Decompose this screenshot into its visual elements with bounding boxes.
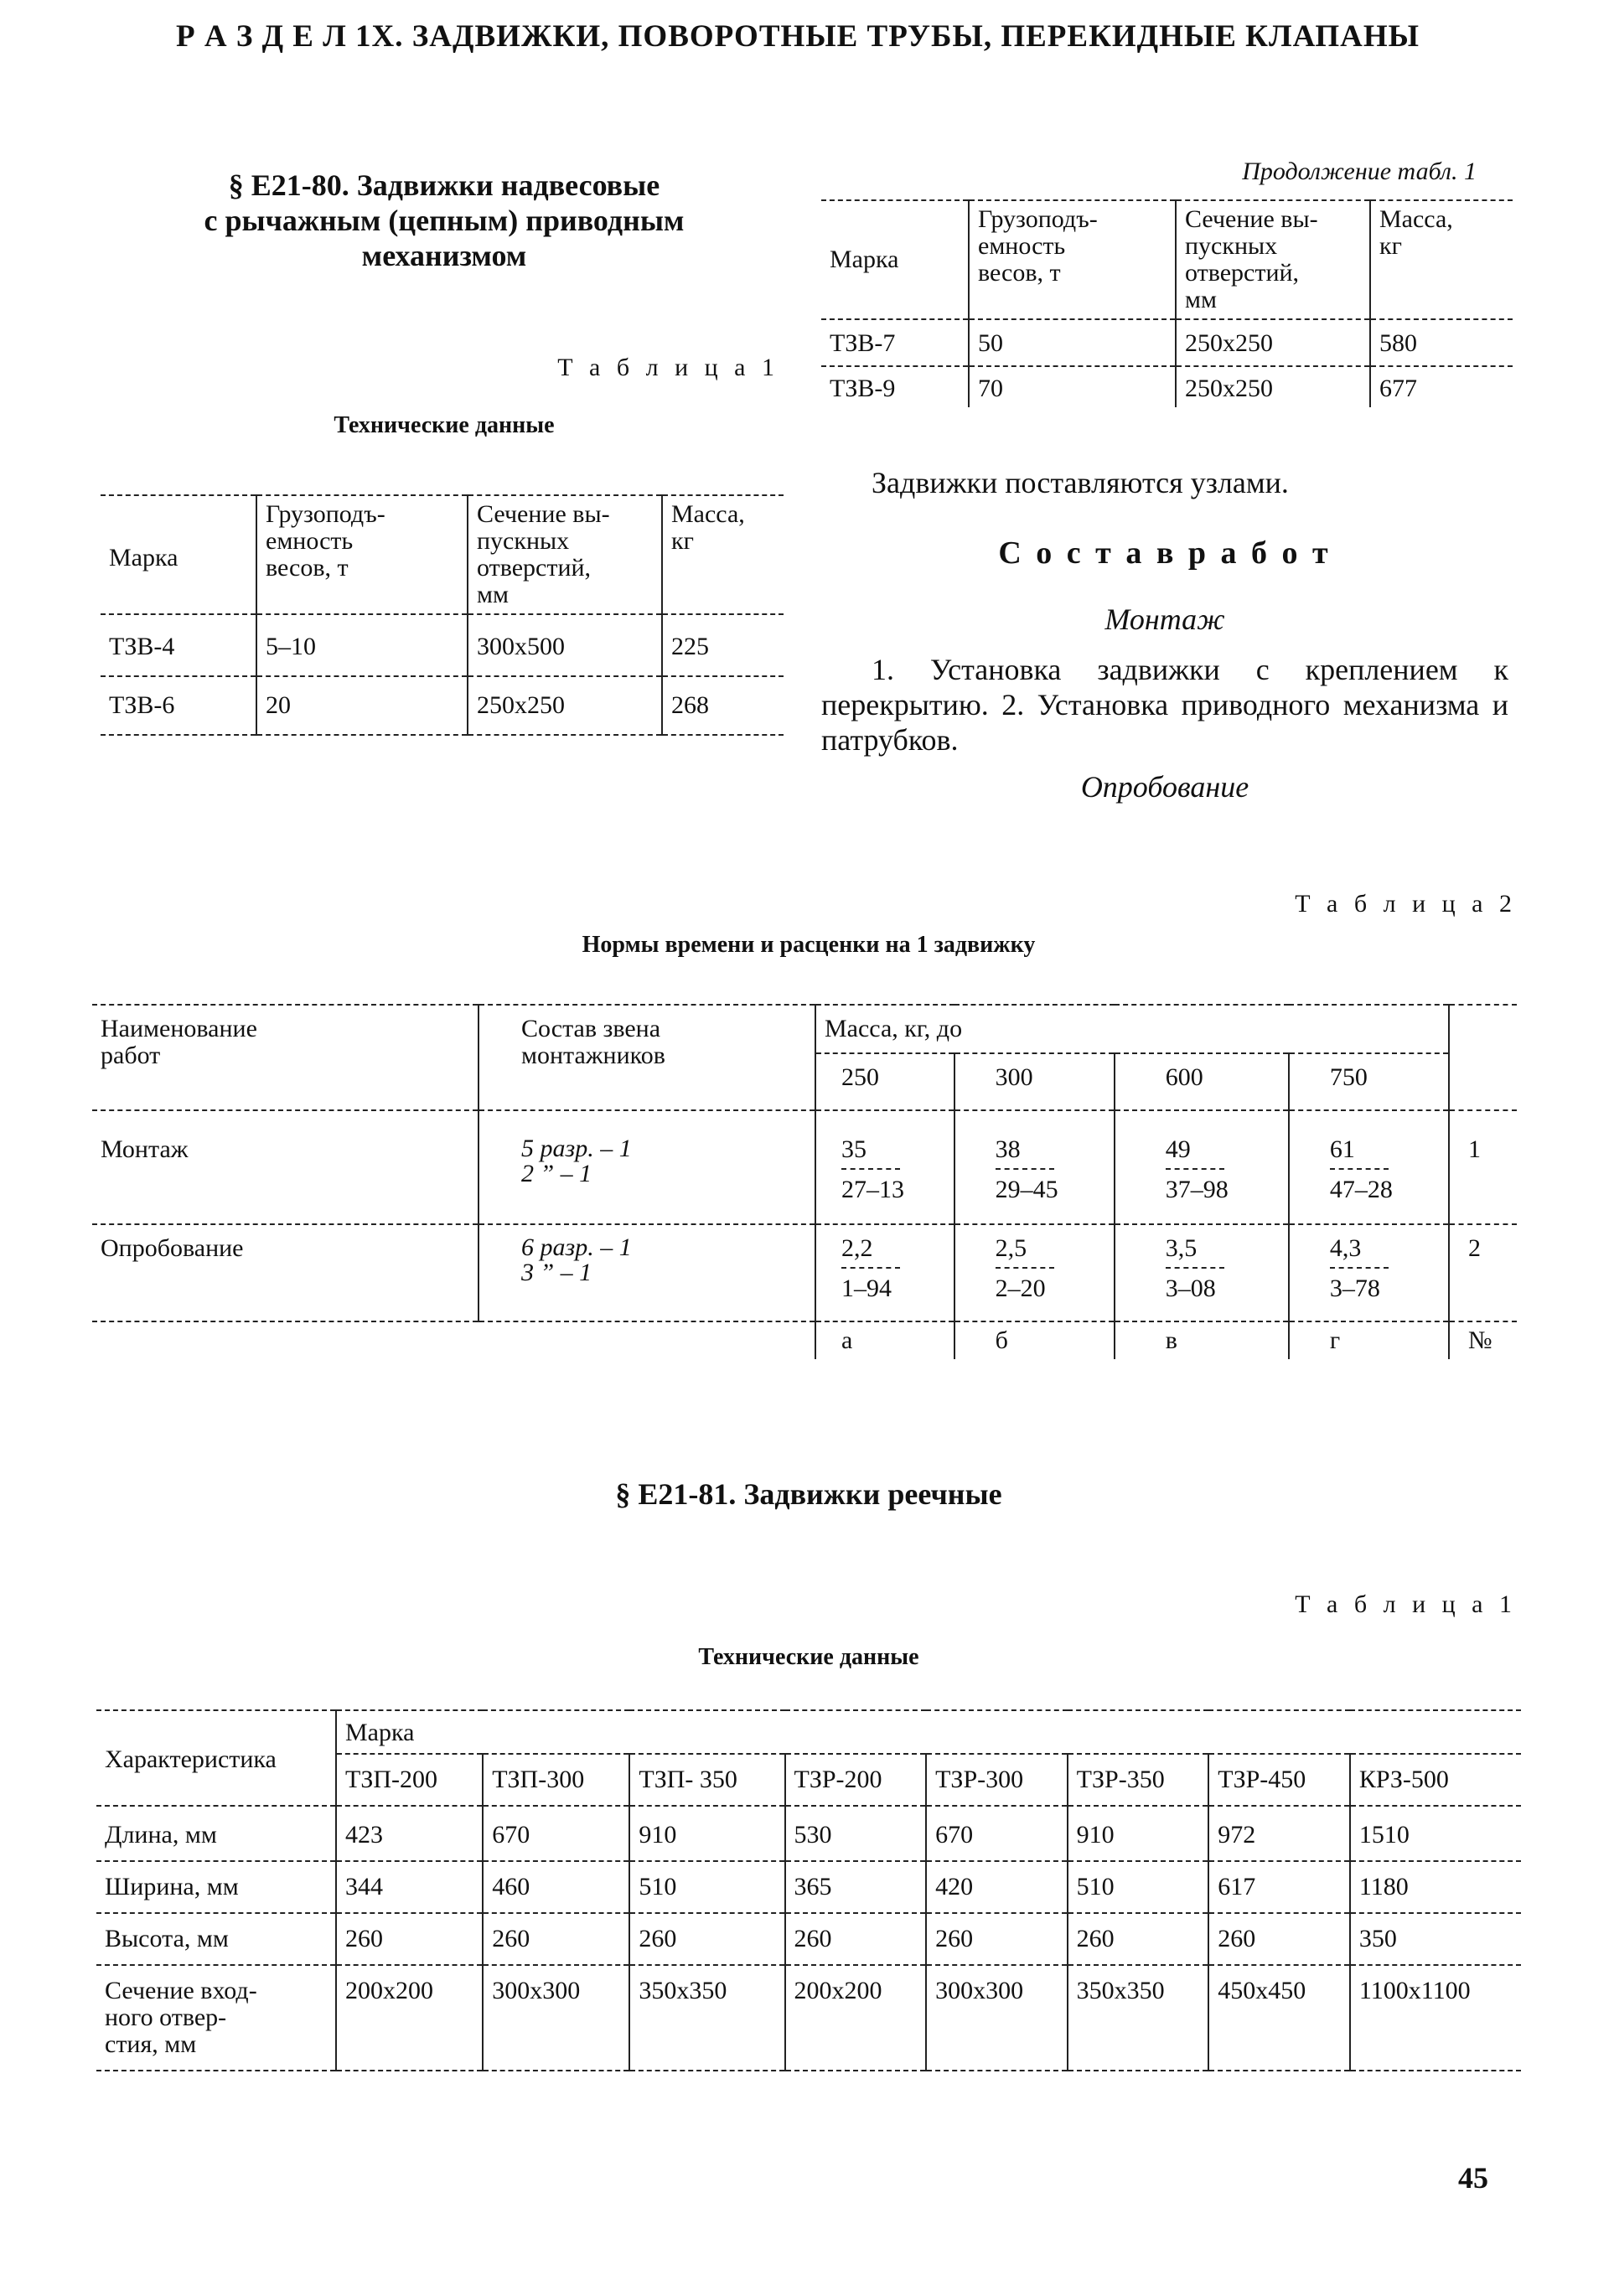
work-composition-heading: С о с т а в р а б о т bbox=[998, 535, 1332, 571]
delivered-text: Задвижки поставляются узлами. bbox=[872, 466, 1289, 499]
t3-row-height: Высота, мм 260 260 260 260 260 260 260 350 bbox=[96, 1913, 1521, 1965]
t2-row-mounting: Монтаж 5 разр. – 1 2 ” – 1 $\frac{35}{27-13}$ $\frac{38}{29-45}$ $\frac{49}{37-98}$ $\frac{61}{47-28}$ 1 bbox=[92, 1110, 1517, 1224]
mounting-text: 1. Установка задвижки с креплением к перекрытию. 2. Установка приводного механизма и патрубков. bbox=[821, 653, 1508, 757]
tech-data-table-1 bbox=[101, 494, 784, 736]
t2-h-mass-750: 750 bbox=[1289, 1053, 1449, 1110]
rack-gates-table: Характеристика Марка ТЗП-200 ТЗП-300 ТЗП- 350 ТЗР-200 ТЗР-300 ТЗР-350 ТЗР-450 КРЗ-500 Длина, мм 423 670 910 530 670 910 972 1510 Ширина, мм 344 460 510 365 420 510 617 1180 Высота, мм 260 260 260 260 260 260 260 350 Сечение вход- ного отвер- стия, мм 200х200 300х300 350х350 200х200 300х300 350х350 450х450 1100х1100 bbox=[96, 1709, 1521, 2071]
t1c-h-capacity: Грузоподъ- емность весов, т bbox=[969, 200, 1176, 319]
section-81-title: § Е21-81. Задвижки реечные bbox=[615, 1477, 1002, 1511]
t1c-h-mass: Масса, кг bbox=[1370, 200, 1513, 319]
t1-row: ТЗВ-4 5–10 300х500 225 bbox=[101, 614, 784, 676]
t2-h-mass: Масса, кг, до bbox=[815, 1005, 1449, 1053]
table1-label: Т а б л и ц а 1 bbox=[557, 354, 779, 381]
table2-caption: Нормы времени и расценки на 1 задвижку bbox=[582, 932, 1036, 958]
testing-heading: Опробование bbox=[1080, 770, 1249, 804]
t3-row-width: Ширина, мм 344 460 510 365 420 510 617 1180 bbox=[96, 1861, 1521, 1913]
t1c-h-mark: Марка bbox=[821, 200, 969, 319]
t1-h-mark: Марка bbox=[101, 495, 256, 614]
t2-h-mass-300: 300 bbox=[954, 1053, 1115, 1110]
tech-data-table-1-cont bbox=[821, 199, 1513, 407]
t3-row-length: Длина, мм 423 670 910 530 670 910 972 1510 bbox=[96, 1806, 1521, 1861]
section-80-title-line1: § Е21-80. Задвижки надвесовые bbox=[228, 168, 660, 202]
t1c-row: ТЗВ-9 70 250х250 677 bbox=[821, 366, 1513, 407]
section-80-title-line2: с рычажным (цепным) приводным bbox=[204, 204, 685, 237]
t3-row-section: Сечение вход- ного отвер- стия, мм 200х200 300х300 350х350 200х200 300х300 350х350 450х450 1100х1100 bbox=[96, 1965, 1521, 2071]
section-80-title bbox=[151, 168, 737, 273]
t1c-row: ТЗВ-7 50 250х250 580 bbox=[821, 319, 1513, 366]
t3-h-mark: Марка bbox=[336, 1710, 1521, 1754]
t2-h-num bbox=[1449, 1005, 1517, 1110]
t2-row-testing: Опробование 6 разр. – 1 3 ” – 1 $\frac{2,2}{1-94}$ $\frac{2,5}{2-20}$ $\frac{3,5}{3-08}$ $\frac{4,3}{3-78}$ 2 bbox=[92, 1224, 1517, 1321]
table1-continuation-label: Продолжение табл. 1 bbox=[1242, 158, 1477, 185]
section81-table1-label: Т а б л и ц а 1 bbox=[1295, 1590, 1517, 1618]
page-number: 45 bbox=[1458, 2161, 1488, 2195]
section-80-title-line3: механизмом bbox=[361, 239, 527, 272]
t3-h-char: Характеристика bbox=[96, 1710, 336, 1806]
t2-h-mass-600: 600 bbox=[1115, 1053, 1289, 1110]
t1-h-mass: Масса, кг bbox=[662, 495, 784, 614]
mounting-heading: Монтаж bbox=[1104, 602, 1225, 636]
t2-h-work: Наименование работ bbox=[92, 1005, 479, 1110]
table1-caption: Технические данные bbox=[334, 412, 555, 438]
section81-table1-caption: Технические данные bbox=[698, 1644, 919, 1670]
t1c-h-section: Сечение вы- пускных отверстий, мм bbox=[1176, 200, 1370, 319]
t2-h-crew: Состав звена монтажников bbox=[479, 1005, 815, 1110]
t2-col-letters: а б в г № bbox=[92, 1321, 1517, 1359]
table2-label: Т а б л и ц а 2 bbox=[1295, 890, 1517, 918]
t1-h-section: Сечение вы- пускных отверстий, мм bbox=[468, 495, 662, 614]
section-header: Р А З Д Е Л 1Х. ЗАДВИЖКИ, ПОВОРОТНЫЕ ТРУБЫ, ПЕРЕКИДНЫЕ КЛАПАНЫ bbox=[176, 19, 1420, 54]
t1-row: ТЗВ-6 20 250х250 268 bbox=[101, 676, 784, 735]
t1-h-capacity: Грузоподъ- емность весов, т bbox=[256, 495, 468, 614]
norms-table bbox=[92, 1004, 1517, 1359]
t2-h-mass-250: 250 bbox=[815, 1053, 954, 1110]
